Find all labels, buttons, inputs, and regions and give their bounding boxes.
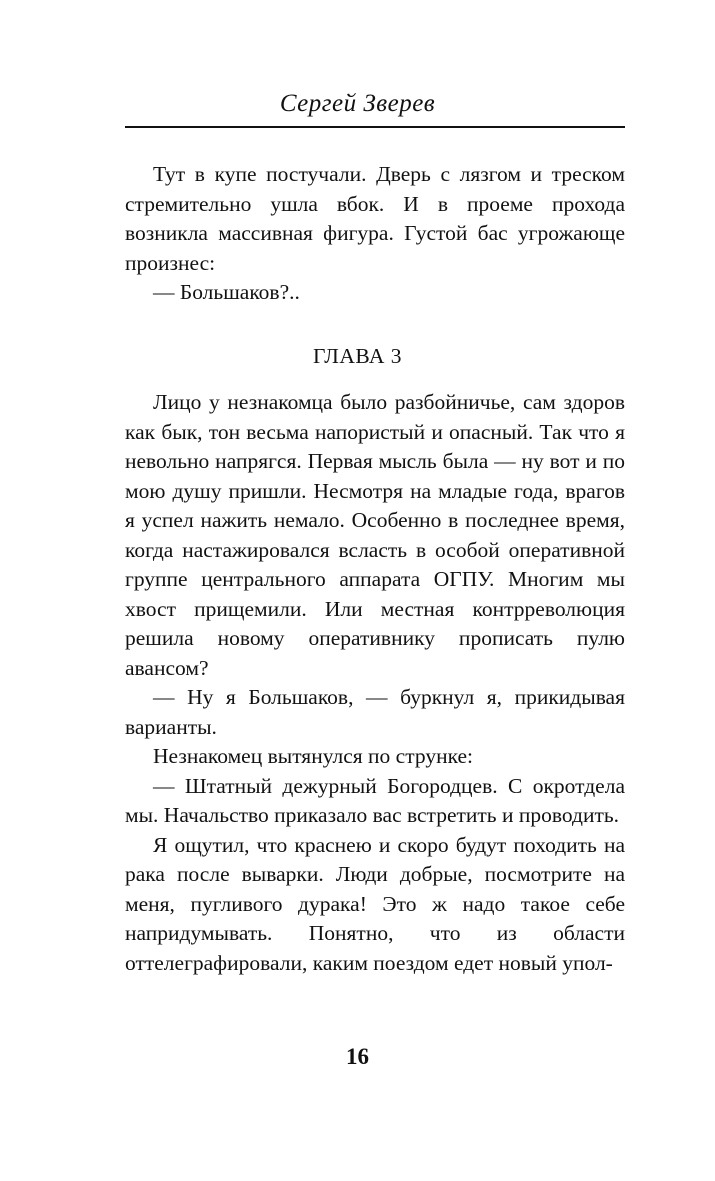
paragraph-dialogue: — Штатный дежурный Богородцев. С окротдела мы. Начальство приказало вас встретить и проводить.	[125, 773, 625, 827]
running-header-author: Сергей Зверев	[279, 90, 436, 117]
paragraph: Я ощутил, что краснею и скоро будут походить на рака после выварки. Люди добрые, посмотрите на меня, пугливого дурака! Это ж надо такое себе напридумывать. Понятно, что из области оттелеграфировали, каким поездом едет новый упол-	[125, 832, 625, 975]
page-number: 16	[346, 1044, 369, 1069]
paragraph-dialogue: — Большаков?..	[153, 280, 300, 304]
paragraph: Незнакомец вытянулся по струнке:	[153, 744, 474, 768]
paragraph: Тут в купе постучали. Дверь с лязгом и треском стремительно ушла вбок. И в проеме прохода возникла массивная фигура. Густой бас угрожающе произнес:	[125, 162, 625, 275]
paragraph-dialogue: — Ну я Большаков, — буркнул я, прикидывая варианты.	[125, 685, 625, 739]
text-block-before-chapter	[125, 160, 625, 308]
paragraph: Лицо у незнакомца было разбойничье, сам здоров как бык, тон весьма напористый и опасный. Так что я невольно напрягся. Первая мысль была — ну вот и по мою душу пришли. Несмотря на младые года, врагов я успел нажить немало. Особенно в последнее время, когда настажировался всласть в особой оперативной группе центрального аппарата ОГПУ. Многим мы хвост прищемили. Или местная контрреволюция решила новому оперативнику прописать пулю авансом?	[125, 390, 625, 680]
chapter-heading: ГЛАВА 3	[312, 344, 403, 368]
header-divider	[125, 126, 625, 128]
text-block-chapter-body	[125, 388, 625, 978]
